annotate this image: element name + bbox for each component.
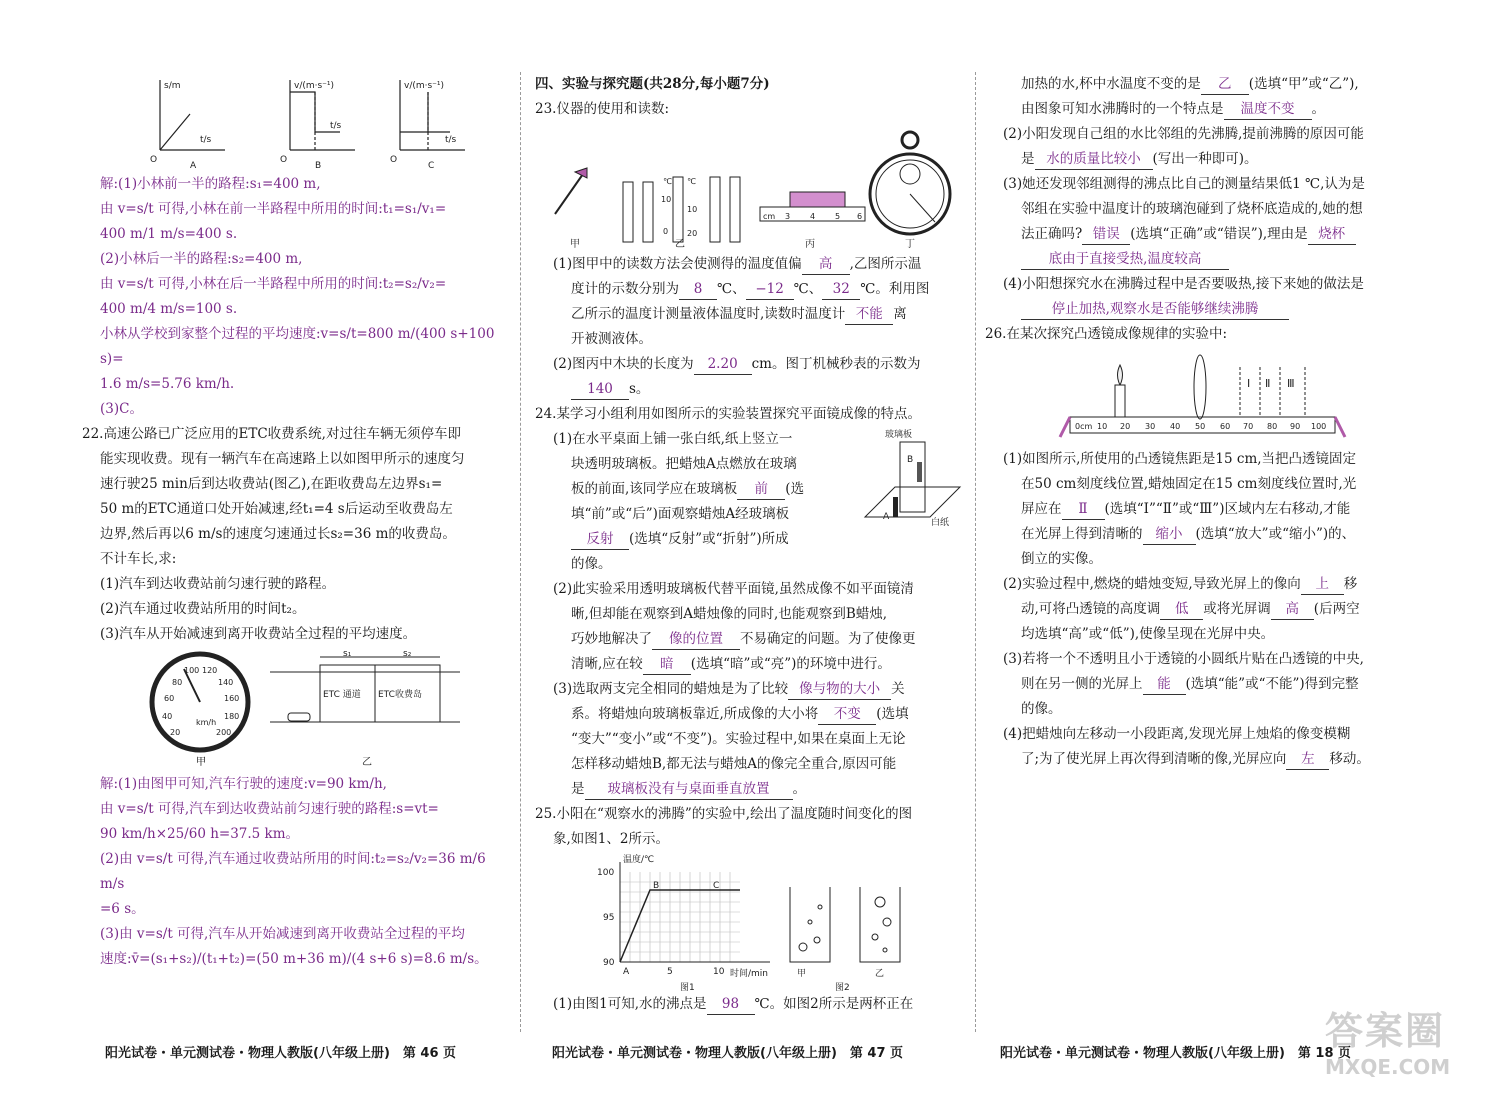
q24-2-line: 清晰,应在较 暗 (选填“暗”或“亮”)的环境中进行。 [535, 652, 965, 677]
speed-tick: 200 [216, 728, 232, 737]
figure-caption: 乙 [362, 757, 372, 768]
q22-solution [100, 772, 510, 972]
watermark-logo [1325, 1000, 1485, 1090]
q24-3-line: (3)选取两支完全相同的蜡烛是为了比较 像与物的大小 关 [535, 677, 965, 702]
answer-blank: 错误 [1082, 224, 1130, 245]
answer-blank: 不能 [845, 304, 893, 325]
ruler-tick: 4 [810, 212, 816, 221]
q25-line [985, 247, 1425, 272]
question-23: 23.仪器的使用和读数: [535, 101, 670, 117]
q26-1-line: 屏应在 Ⅱ (选填“Ⅰ”“Ⅱ”或“Ⅲ”)区域内左右移动,才能 [985, 497, 1425, 522]
distance-label-s2: s₂ [403, 649, 412, 659]
solution-line: 由 v=s/t 可得,小林在后一半路程中所用的时间:t₂=s₂/v₂= [100, 276, 447, 292]
section-heading: 四、实验与探究题(共28分,每小题7分) [535, 76, 770, 92]
answer-blank: 像的位置 [652, 629, 740, 650]
optical-bench-figure [985, 347, 1425, 447]
answer-blank: 2.20 [694, 354, 752, 375]
x-axis-label: 时间/min [730, 969, 769, 979]
instruments-figure [535, 122, 965, 252]
axis-label-v: v/(m·s⁻¹) [294, 81, 335, 91]
solution-line: 解:(1)由图甲可知,汽车行驶的速度:v=90 km/h, [100, 776, 387, 792]
q23-2-line: (2)图丙中木块的长度为 2.20 cm。图丁机械秒表的示数为 [535, 352, 965, 377]
solution-line: (3)由 v=s/t 可得,汽车从开始减速到离开收费站全过程的平均 [100, 926, 465, 942]
question-22 [82, 422, 510, 647]
distance-label-s1: s₁ [343, 649, 352, 659]
q24-2-line: 晰,但却能在观察到A蜡烛像的同时,也能观察到B蜡烛, [571, 606, 888, 622]
question-line: 速行驶25 min后到达收费站(图乙),在距收费岛左边界s₁= [100, 476, 443, 492]
q25-line: 邻组在实验中温度计的玻璃泡碰到了烧杯底造成的,她的想 [1021, 201, 1363, 217]
bench-tick: 50 [1195, 422, 1206, 431]
bench-tick: 100 [1311, 422, 1327, 431]
y-tick: 90 [603, 958, 615, 968]
answer-blank: 不变 [818, 704, 876, 725]
q26-2-line: (2)实验过程中,燃烧的蜡烛变短,导致光屏上的像向 上 移 [985, 572, 1425, 597]
q23-1-line: 开被测液体。 [571, 331, 652, 347]
q26-1-line: 倒立的实像。 [1021, 551, 1102, 567]
axis-label-t: t/s [200, 135, 212, 145]
q26-4-line: (4)把蜡烛向左移动一小段距离,发现光屏上烛焰的像变模糊 [1003, 726, 1351, 742]
answer-blank: 像与物的大小 [788, 679, 891, 700]
therm-tick: 20 [687, 229, 698, 238]
figure-caption: 甲 [196, 757, 206, 768]
y-tick: 95 [603, 913, 615, 923]
solution-line: (3)C。 [100, 401, 143, 417]
question-25: 25.小阳在“观察水的沸腾”的实验中,绘出了温度随时间变化的图 [535, 806, 913, 822]
candle-a-label: A [883, 512, 890, 522]
x-tick: 10 [713, 967, 725, 977]
bench-tick: 60 [1220, 422, 1231, 431]
q26-3-line: 则在另一侧的光屏上 能 (选填“能”或“不能”)得到完整 [985, 672, 1425, 697]
ruler-tick: cm [763, 212, 776, 221]
figure-caption: 甲 [570, 239, 580, 250]
q24-1-block [535, 427, 965, 577]
q26-1-line: 在光屏上得到清晰的 缩小 (选填“放大”或“缩小”)的、 [985, 522, 1425, 547]
graph-label-c: C [428, 161, 435, 171]
q25-1-line: (1)由图1可知,水的沸点是 98 ℃。如图2所示是两杯正在 [535, 992, 965, 1017]
toll-island-label: ETC收费岛 [378, 690, 422, 700]
answer-blank: 玻璃板没有与桌面垂直放置 [585, 779, 793, 800]
solution-line: (2)小林后一半的路程:s₂=400 m, [100, 251, 303, 267]
region-label: Ⅰ [1247, 377, 1251, 390]
solution-line: 90 km/h×25/60 h=37.5 km。 [100, 826, 300, 842]
answer-blank: Ⅱ [1062, 499, 1105, 520]
graph-label-b: B [315, 161, 322, 171]
q25-line: (2)小阳发现自己组的水比邻组的先沸腾,提前沸腾的原因可能 [1003, 126, 1364, 142]
answer-blank: 140 [571, 379, 629, 400]
point-label: A [623, 967, 630, 977]
answer-blank: 水的质量比较小 [1035, 149, 1153, 170]
footer-page-48: 阳光试卷・单元测试卷・物理人教版(八年级上册) 第 18 页 [1000, 1046, 1352, 1061]
answer-blank: 98 [707, 994, 755, 1015]
figure-caption: 乙 [675, 239, 685, 250]
figure-caption: 丙 [805, 239, 815, 250]
candle-b-label: B [907, 455, 914, 465]
answer-blank: 能 [1143, 674, 1186, 695]
speed-tick: 140 [218, 678, 234, 687]
q26-4-line: 了;为了使光屏上再次得到清晰的像,光屏应向 左 移动。 [985, 747, 1425, 772]
question-line: 边界,然后再以6 m/s的速度匀速通过长s₂=36 m的收费岛。 [100, 526, 456, 542]
answer-blank: 前 [737, 479, 785, 500]
question-line: (3)汽车从开始减速到离开收费站全过程的平均速度。 [100, 626, 417, 642]
axis-label-t: t/s [330, 121, 342, 131]
q24-2-line: (2)此实验采用透明玻璃板代替平面镜,虽然成像不如平面镜清 [553, 581, 914, 597]
column-page-46 [82, 72, 510, 972]
axis-label-v: v/(m·s⁻¹) [404, 81, 445, 91]
answer-blank: 高 [1271, 599, 1314, 620]
paper-label: 白纸 [931, 518, 950, 528]
origin-label: O [390, 155, 398, 165]
speed-tick: 100 [184, 666, 200, 675]
origin-label: O [150, 155, 158, 165]
answer-blank: 暗 [643, 654, 691, 675]
speed-tick: 160 [224, 694, 240, 703]
watermark-url: MXQE.COM [1325, 1055, 1451, 1079]
q25-line: (3)她还发现邻组测得的沸点比自己的测量结果低1 ℃,认为是 [1003, 176, 1365, 192]
point-label: B [653, 881, 660, 891]
axis-label-t: t/s [445, 135, 457, 145]
ruler-tick: 5 [835, 212, 841, 221]
footer-page-46: 阳光试卷・单元测试卷・物理人教版(八年级上册) 第 46 页 [105, 1046, 457, 1061]
speed-tick: 20 [170, 728, 181, 737]
beaker-label: 乙 [875, 969, 885, 979]
axis-label-s: s/m [164, 81, 181, 91]
therm-tick: 10 [661, 195, 672, 204]
speed-unit: km/h [196, 718, 217, 727]
solution-line: 速度:v̄=(s₁+s₂)/(t₁+t₂)=(50 m+36 m)/(4 s+6 s)=8.6 m/s。 [100, 951, 488, 967]
q26-2-line: 均选填“高”或“低”),使像呈现在光屏中央。 [1021, 626, 1275, 642]
answer-blank: 上 [1301, 574, 1344, 595]
q24-1-line: 反射 (选填“反射”或“折射”)所成 [535, 527, 965, 552]
mirror-setup-figure [855, 427, 965, 537]
motion-graphs [150, 72, 530, 172]
q25-line: 由图象可知水沸腾时的一个特点是 温度不变 。 [985, 97, 1425, 122]
watermark-text: 答案圈 [1325, 1009, 1446, 1053]
answer-blank: 温度不变 [1224, 99, 1312, 120]
bench-tick: 0cm [1075, 422, 1093, 431]
answer-blank: 低 [1160, 599, 1203, 620]
therm-unit: ℃ [663, 177, 672, 186]
figure-caption: 丁 [905, 239, 915, 250]
toll-station [270, 657, 460, 722]
ruler-tick: 6 [857, 212, 863, 221]
y-axis-label: 温度/℃ [623, 855, 655, 865]
solution-line: (2)由 v=s/t 可得,汽车通过收费站所用的时间:t₂=s₂/v₂=36 m/6 m/s [100, 851, 486, 892]
bench-tick: 20 [1120, 422, 1131, 431]
q26-1-line: (1)如图所示,所使用的凸透镜焦距是15 cm,当把凸透镜固定 [1003, 451, 1357, 467]
therm-tick: 0 [663, 227, 669, 236]
q26-2-line: 动,可将凸透镜的高度调 低 或将光屏调 高 (后两空 [985, 597, 1425, 622]
solution-line: 1.6 m/s=5.76 km/h. [100, 376, 235, 392]
therm-tick: 10 [687, 205, 698, 214]
beaker-label: 甲 [797, 969, 807, 979]
q25-line: (4)小阳想探究水在沸腾过程中是否要吸热,接下来她的做法是 [1003, 276, 1364, 292]
q25-line: 法正确吗? 错误 (选填“正确”或“错误”),理由是 烧杯 [985, 222, 1425, 247]
solution-line: 由 v=s/t 可得,小林在前一半路程中所用的时间:t₁=s₁/v₁= [100, 201, 447, 217]
solution-line: 解:(1)小林前一半的路程:s₁=400 m, [100, 176, 321, 192]
x-tick: 5 [667, 967, 673, 977]
bench-tick: 90 [1290, 422, 1301, 431]
origin-label: O [280, 155, 288, 165]
speedometer [152, 654, 248, 768]
point-label: C [713, 881, 720, 891]
q23-2-line: 140 s。 [535, 377, 965, 402]
q21-solution [100, 172, 510, 422]
bench-tick: 40 [1170, 422, 1181, 431]
q24-3-line: “变大”“变小”或“不变”)。实验过程中,如果在桌面上无论 [571, 731, 906, 747]
question-26: 26.在某次探究凸透镜成像规律的实验中: [985, 326, 1228, 342]
question-25: 象,如图1、2所示。 [553, 831, 669, 847]
etc-lane-label: ETC 通道 [323, 690, 361, 700]
q23-1-line: (1)图甲中的读数方法会使测得的温度值偏 高 ,乙图所示温 [535, 252, 965, 277]
bench-tick: 30 [1145, 422, 1156, 431]
bench-tick: 80 [1267, 422, 1278, 431]
solution-line: 400 m/4 m/s=100 s. [100, 301, 238, 317]
q25-line: 是 水的质量比较小 (写出一种即可)。 [985, 147, 1425, 172]
q24-1-line: 块透明玻璃板。把蜡烛A点燃放在玻璃 [571, 456, 797, 472]
solution-line: 由 v=s/t 可得,汽车到达收费站前匀速行驶的路程:s=vt= [100, 801, 439, 817]
speed-tick: 60 [164, 694, 175, 703]
question-line: 22.高速公路已广泛应用的ETC收费系统,对过往车辆无须停车即 [82, 426, 461, 442]
q24-1-line: 的像。 [571, 556, 612, 572]
figure-caption: 图2 [835, 983, 850, 992]
ruler-tick: 3 [785, 212, 791, 221]
column-divider-1 [520, 72, 521, 1032]
q23-1-line: 度计的示数分别为 8 ℃、 −12 ℃、 32 ℃。利用图 [535, 277, 965, 302]
answer-blank: 缩小 [1143, 524, 1196, 545]
answer-blank: 乙 [1201, 74, 1249, 95]
glass-label: 玻璃板 [885, 430, 913, 440]
solution-line: 400 m/1 m/s=400 s. [100, 226, 238, 242]
q26-3-line: 的像。 [1021, 701, 1062, 717]
column-page-48 [985, 72, 1425, 772]
q25-line: 加热的水,杯中水温度不变的是 乙 (选填“甲”或“乙”), [985, 72, 1425, 97]
answer-blank: 停止加热,观察水是否能够继续沸腾 [1021, 299, 1289, 320]
answer-blank: 高 [802, 254, 850, 275]
speed-tick: 80 [172, 678, 183, 687]
question-line: 50 m的ETC通道口处开始减速,经t₁=4 s后运动至收费岛左 [100, 501, 453, 517]
column-divider-2 [975, 72, 976, 1032]
q24-1-line: 板的前面,该同学应在玻璃板 前 (选 [535, 477, 965, 502]
q24-3-line: 是 玻璃板没有与桌面垂直放置 。 [535, 777, 965, 802]
answer-blank: 32 [822, 279, 860, 300]
figure-caption: 图1 [680, 983, 695, 992]
q26-3-line: (3)若将一个不透明且小于透镜的小圆纸片贴在凸透镜的中央, [1003, 651, 1364, 667]
column-page-47 [535, 72, 965, 1017]
y-tick: 100 [597, 868, 615, 878]
solution-line: 小林从学校到家整个过程的平均速度:v=s/t=800 m/(400 s+100 s)= [100, 326, 495, 367]
question-line: 能实现收费。现有一辆汽车在高速路上以如图甲所示的速度匀 [100, 451, 465, 467]
question-line: 不计车长,求: [100, 551, 177, 567]
speed-tick: 180 [224, 712, 240, 721]
q24-1-line: 填“前”或“后”)面观察蜡烛A经玻璃板 [571, 506, 790, 522]
bench-tick: 10 [1097, 422, 1108, 431]
answer-blank: 左 [1286, 749, 1329, 770]
graph-label-a: A [190, 161, 197, 171]
question-line: (1)汽车到达收费站前匀速行驶的路程。 [100, 576, 336, 592]
answer-blank: 底由于直接受热,温度较高 [1021, 249, 1229, 270]
speedometer-and-toll-figure [100, 647, 500, 772]
q23-1-line: 乙所示的温度计测量液体温度时,读数时温度计 不能 离 [535, 302, 965, 327]
q24-2-line: 巧妙地解决了 像的位置 不易确定的问题。为了使像更 [535, 627, 965, 652]
answer-blank: 8 [679, 279, 717, 300]
speed-tick: 40 [162, 712, 173, 721]
question-24: 24.某学习小组利用如图所示的实验装置探究平面镜成像的特点。 [535, 406, 921, 422]
question-line: (2)汽车通过收费站所用的时间t₂。 [100, 601, 306, 617]
answer-blank: 烧杯 [1308, 224, 1356, 245]
solution-line: =6 s。 [100, 901, 145, 917]
region-label: Ⅲ [1287, 377, 1295, 390]
q26-1-line: 在50 cm刻度线位置,蜡烛固定在15 cm刻度线位置时,光 [1021, 476, 1357, 492]
q25-line [985, 297, 1425, 322]
boiling-graph-figure [535, 852, 965, 992]
bench-tick: 70 [1243, 422, 1254, 431]
q24-3-line: 系。将蜡烛向玻璃板靠近,所成像的大小将 不变 (选填 [535, 702, 965, 727]
answer-blank: 反射 [571, 529, 629, 550]
therm-unit: ℃ [687, 177, 696, 186]
q24-3-line: 怎样移动蜡烛B,都无法与蜡烛A的像完全重合,原因可能 [571, 756, 897, 772]
speed-tick: 120 [202, 666, 218, 675]
region-label: Ⅱ [1265, 377, 1271, 390]
footer-page-47: 阳光试卷・单元测试卷・物理人教版(八年级上册) 第 47 页 [552, 1046, 904, 1061]
q24-1-line: (1)在水平桌面上铺一张白纸,纸上竖立一 [553, 431, 793, 447]
answer-blank: −12 [746, 279, 794, 300]
